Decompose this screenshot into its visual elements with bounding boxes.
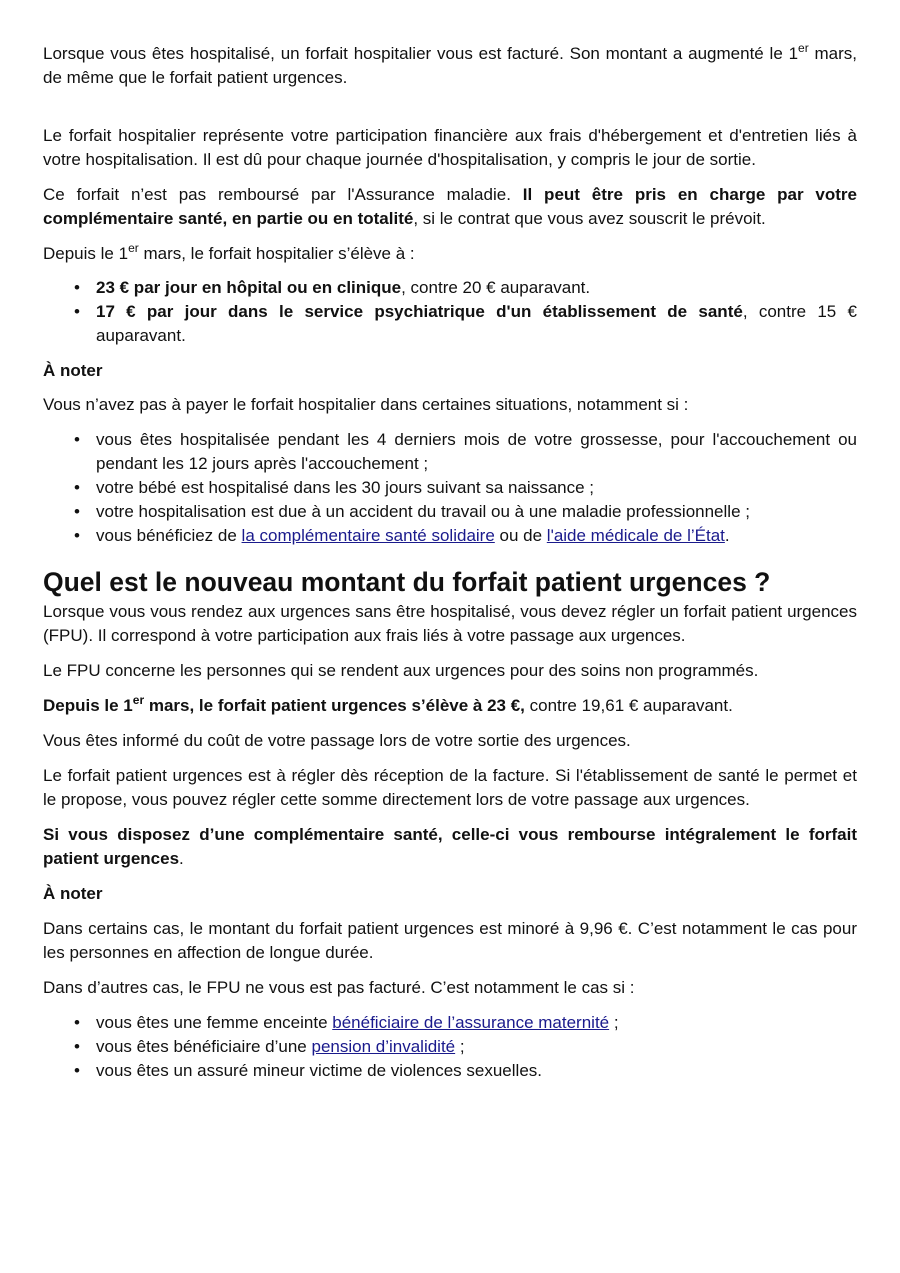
list-item: • vous êtes une femme enceinte bénéficiaire de l’assurance maternité ; <box>43 1011 857 1035</box>
pension-invalidite-link[interactable]: pension d’invalidité <box>311 1037 456 1056</box>
list-item: • vous êtes un assuré mineur victime de violences sexuelles. <box>43 1059 857 1083</box>
fpu-scope-paragraph: Le FPU concerne les personnes qui se rendent aux urgences pour des soins non programmés. <box>43 661 759 680</box>
fpu-definition-paragraph: Lorsque vous vous rendez aux urgences sans être hospitalisé, vous devez régler un forfait patient urgences (FPU). Il correspond à votre participation aux frais liés à votre passage aux urgences. <box>43 602 857 645</box>
exemptions-list <box>43 428 857 548</box>
hospital-definition-paragraph: Le forfait hospitalier représente votre participation financière aux frais d'hébergement et d'entretien liés à votre hospitalisation. Il est dû pour chaque journée d'hospitalisation, y compris le jour de sortie. <box>43 126 857 169</box>
list-item: • votre hospitalisation est due à un accident du travail ou à une maladie professionnelle ; <box>43 500 857 524</box>
list-item: • 17 € par jour dans le service psychiatrique d'un établissement de santé, contre 15 € auparavant. <box>43 300 857 348</box>
new-rate-intro: Depuis le 1er mars, le forfait hospitalier s’élève à : <box>43 241 415 263</box>
list-item: • votre bébé est hospitalisé dans les 30 jours suivant sa naissance ; <box>43 476 857 500</box>
fpu-reimbursement-paragraph: Si vous disposez d’une complémentaire santé, celle-ci vous rembourse intégralement le forfait patient urgences. <box>43 825 857 868</box>
fpu-payment-paragraph: Le forfait patient urgences est à régler dès réception de la facture. Si l'établissement de santé le permet et le propose, vous pouvez régler cette somme directement lors de votre passage aux urgences. <box>43 766 857 809</box>
fpu-exempt-intro: Dans d’autres cas, le FPU ne vous est pas facturé. C’est notamment le cas si : <box>43 978 635 997</box>
section-heading: Quel est le nouveau montant du forfait patient urgences ? <box>43 567 771 597</box>
exemption-intro: Vous n’avez pas à payer le forfait hospitalier dans certaines situations, notamment si : <box>43 395 689 414</box>
fpu-cost-info-paragraph: Vous êtes informé du coût de votre passage lors de votre sortie des urgences. <box>43 731 631 750</box>
reimbursement-paragraph: Ce forfait n’est pas remboursé par l'Assurance maladie. Il peut être pris en charge par votre complémentaire santé, en partie ou en totalité, si le contrat que vous avez souscrit le prévoit. <box>43 185 857 228</box>
fpu-exemptions-list <box>43 1011 857 1083</box>
fpu-new-rate-paragraph: Depuis le 1er mars, le forfait patient urgences s’élève à 23 €, contre 19,61 € auparavant. <box>43 693 733 715</box>
fpu-reduced-paragraph: Dans certains cas, le montant du forfait patient urgences est minoré à 9,96 €. C’est notamment le cas pour les personnes en affection de longue durée. <box>43 919 857 962</box>
list-item: • vous êtes bénéficiaire d’une pension d’invalidité ; <box>43 1035 857 1059</box>
note-heading: À noter <box>43 884 103 903</box>
hospital-rates-list <box>43 276 857 348</box>
assurance-maternite-link[interactable]: bénéficiaire de l’assurance maternité <box>332 1013 610 1032</box>
note-heading: À noter <box>43 361 103 380</box>
intro-paragraph: Lorsque vous êtes hospitalisé, un forfait hospitalier vous est facturé. Son montant a augmenté le 1er mars, de même que le forfait patient urgences. <box>43 41 857 87</box>
list-item: • vous êtes hospitalisée pendant les 4 derniers mois de votre grossesse, pour l'accouchement ou pendant les 12 jours après l'accouchement ; <box>43 428 857 476</box>
complementaire-sante-solidaire-link[interactable]: la complémentaire santé solidaire <box>241 526 495 545</box>
list-item: • vous bénéficiez de la complémentaire santé solidaire ou de l'aide médicale de l’État. <box>43 524 857 548</box>
aide-medicale-etat-link[interactable]: l'aide médicale de l’État <box>546 526 725 545</box>
list-item: • 23 € par jour en hôpital ou en clinique, contre 20 € auparavant. <box>43 276 857 300</box>
